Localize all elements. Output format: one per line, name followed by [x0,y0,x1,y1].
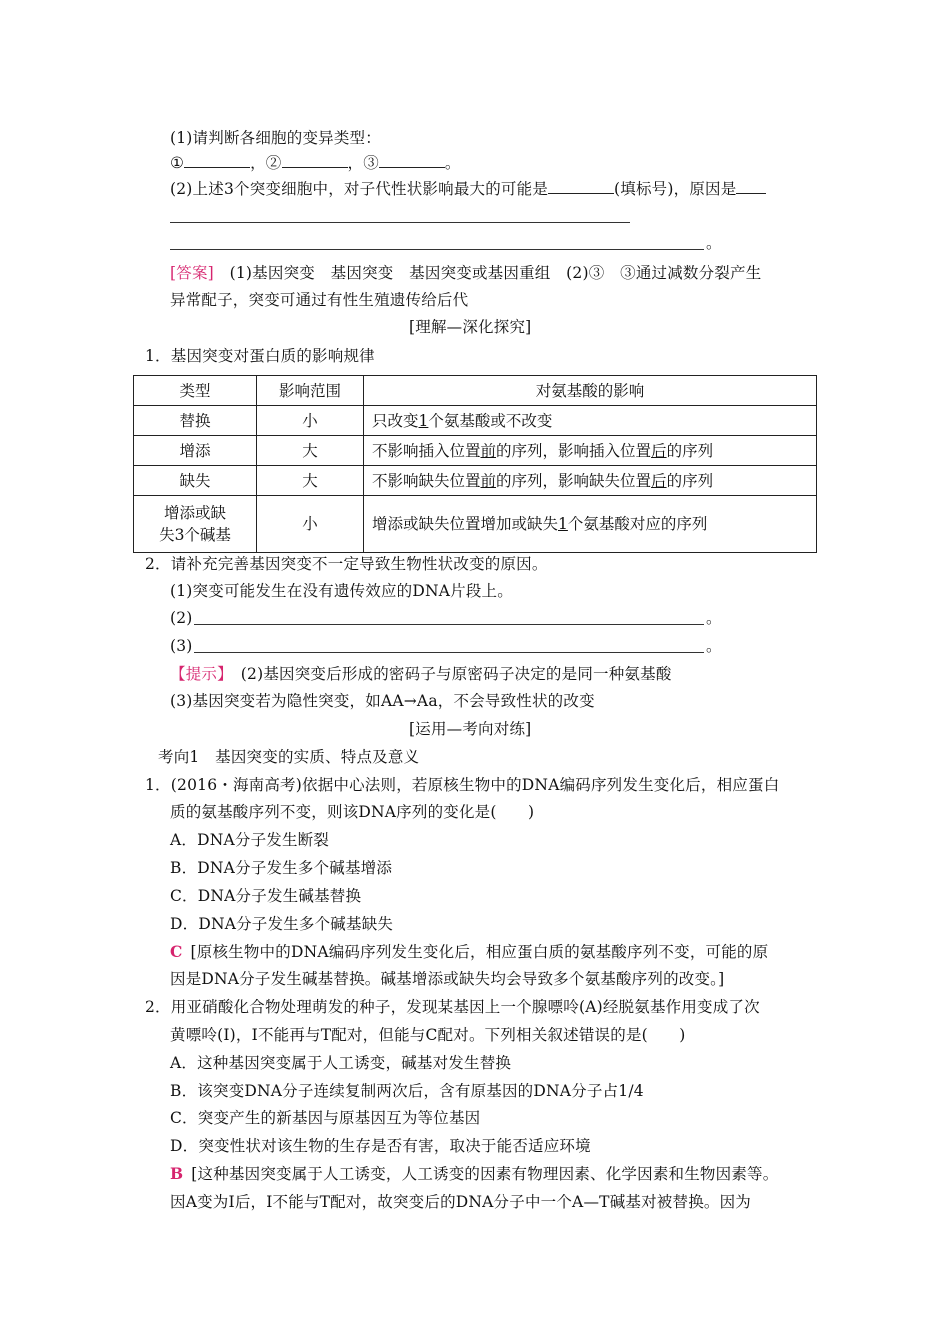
answer-blank-1[interactable] [184,152,250,168]
table-header: 类型 [134,376,257,406]
question-1-line-2: 质的氨基酸序列不变，则该DNA序列的变化是( ) [170,803,535,821]
option-b[interactable]: B．该突变DNA分子连续复制两次后，含有原基因的DNA分子占1/4 [170,1082,644,1100]
explanation-2-line-2: 因A变为I后，I不能与T配对，故突变后的DNA分子中一个A—T碱基对被替换。因为 [170,1193,751,1211]
option-d[interactable]: D．突变性状对该生物的生存是否有害，取决于能否适应环境 [170,1137,591,1155]
explanation-1-line-1 [170,941,768,963]
answer-blank-2[interactable] [282,152,348,168]
table-cell: 增添 [134,436,257,466]
table-cell [364,466,817,496]
question-2-line-2: 黄嘌呤(I)，I不能再与T配对，但能与C配对。下列相关叙述错误的是( ) [170,1026,686,1044]
underlined-text: 前 [480,471,497,490]
table-cell: 大 [257,436,364,466]
line-end-mark: 。 [706,234,722,252]
hint-line-2: (3)基因突变若为隐性突变，如AA→Aa，不会导致性状的改变 [170,692,595,710]
table-row [134,436,817,466]
table-cell: 替换 [134,406,257,436]
table-header-row [134,376,817,406]
kaoxiang-heading: 考向1 基因突变的实质、特点及意义 [158,748,420,766]
answer-line[interactable] [194,624,704,625]
table-cell [364,406,817,436]
item-line: (1)突变可能发生在没有遗传效应的DNA片段上。 [170,582,513,600]
table-cell: 缺失 [134,466,257,496]
answer-tag: [答案] [170,264,214,282]
table-cell: 大 [257,466,364,496]
cell-text: 不影响缺失位置 [372,471,481,490]
cell-text: 不影响插入位置 [372,441,481,460]
table-cell [364,436,817,466]
cell-text: 只改变 [372,411,419,430]
explanation-2-line-1 [170,1163,778,1185]
hint-text: (2)基因突变后形成的密码子与原密码子决定的是同一种氨基酸 [240,665,672,683]
explanation-text: [这种基因突变属于人工诱变，人工诱变的因素有物理因素、化学因素和生物因素等。 [191,1165,779,1183]
question-2-line-1: 2．用亚硝酸化合物处理萌发的种子，发现某基因上一个腺嘌呤(A)经脱氨基作用变成了次 [145,998,760,1016]
cell-text: 个氨基酸或不改变 [428,411,553,430]
table-header: 影响范围 [257,376,364,406]
cell-text: 的序列 [666,471,714,490]
option-b[interactable]: B．DNA分子发生多个碱基增添 [170,859,393,877]
blank-2-label: ，② [250,154,282,172]
underlined-text: 后 [651,441,667,460]
line-end-mark: 。 [706,609,722,627]
explanation-1-line-2: 因是DNA分子发生碱基替换。碱基增添或缺失均会导致多个氨基酸序列的改变。] [170,970,725,988]
answer-line[interactable] [170,249,704,250]
cell-text: 增添或缺 [163,504,226,522]
cell-text: 个氨基酸对应的序列 [567,515,708,533]
cell-text: 的序列 [666,441,714,460]
line-end-mark: 。 [706,637,722,655]
cell-text: 增添或缺失位置增加或缺失 [372,515,559,533]
table-cell: 小 [257,496,364,553]
table-row [134,406,817,436]
line-end-mark: 。 [444,154,461,172]
question-part-2-text-b: (填标号)，原因是 [614,180,737,198]
item-line-label: (3) [170,637,193,655]
option-c[interactable]: C．DNA分子发生碱基替换 [170,887,362,905]
table-row [134,496,817,553]
underlined-text: 1 [558,515,568,533]
answer-line-1 [170,262,761,284]
section-heading: [理解—深化探究] [409,318,532,336]
option-a[interactable]: A．这种基因突变属于人工诱变，碱基对发生替换 [170,1054,512,1072]
item-line-label: (2) [170,609,193,627]
answer-letter: B [170,1164,184,1183]
table-row [134,466,817,496]
question-1-line-1: 1．(2016・海南高考)依据中心法则，若原核生物中的DNA编码序列发生变化后，相应蛋白 [145,776,780,794]
item-title: 2．请补充完善基因突变不一定导致生物性状改变的原因。 [145,555,548,573]
hint-line-1 [170,663,672,685]
question-part-1: (1)请判断各细胞的变异类型： [170,129,381,147]
underlined-text: 后 [651,471,667,490]
option-d[interactable]: D．DNA分子发生多个碱基缺失 [170,915,394,933]
cell-text: 的序列，影响缺失位置 [496,471,652,490]
answer-line-2: 异常配子，突变可通过有性生殖遗传给后代 [170,291,469,309]
question-part-2-text: (2)上述3个突变细胞中，对子代性状影响最大的可能是 [170,180,549,198]
table-cell [364,496,817,553]
gene-mutation-table [133,375,817,553]
cell-text: 的序列，影响插入位置 [496,441,652,460]
blank-3-label: ，③ [347,154,379,172]
table-header: 对氨基酸的影响 [364,376,817,406]
answer-line[interactable] [170,222,630,223]
underlined-text: 1 [418,411,429,430]
cell-text: 失3个碱基 [159,526,231,544]
answer-blank-5[interactable] [736,178,766,194]
explanation-text: [原核生物中的DNA编码序列发生变化后，相应蛋白质的氨基酸序列不变，可能的原 [190,943,769,961]
question-blanks-line [170,152,461,174]
answer-line[interactable] [194,652,704,653]
question-part-2 [170,178,766,200]
answer-blank-4[interactable] [548,178,614,194]
blank-1-label: ① [170,154,185,172]
option-a[interactable]: A．DNA分子发生断裂 [170,831,330,849]
section-heading: [运用—考向对练] [409,720,532,738]
answer-text: (1)基因突变 基因突变 基因突变或基因重组 (2)③ ③通过减数分裂产生 [229,264,762,282]
answer-blank-3[interactable] [379,152,445,168]
table-cell [134,496,257,553]
answer-letter: C [170,942,183,961]
item-title: 1．基因突变对蛋白质的影响规律 [145,347,375,365]
table-cell: 小 [257,406,364,436]
option-c[interactable]: C．突变产生的新基因与原基因互为等位基因 [170,1109,481,1127]
hint-tag: 【提示】 [170,665,233,683]
underlined-text: 前 [480,441,497,460]
